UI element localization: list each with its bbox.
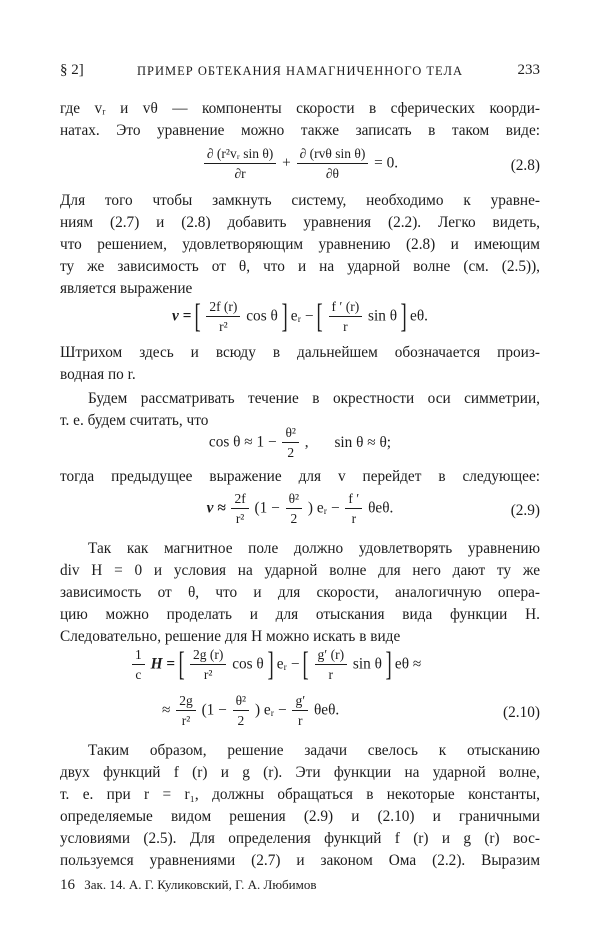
text-line: Так как магнитное поле должно удовлетворять уравнению [88, 540, 540, 557]
fraction: $\frac{1}{c}$ [132, 646, 145, 683]
text-line: Будем рассматривать течение в окрестности оси симметрии, [88, 390, 540, 407]
page-number: 233 [517, 62, 540, 78]
text-line: зависимость от θ, что и для скорости, аналогичную опера- [60, 584, 540, 601]
equation-approximation: cos θ ≈ 1 − $\frac{\text{θ²}}{2}$ , sin θ ≈ θ; [208, 425, 392, 460]
text-line: т. е. будем считать, что [60, 412, 209, 429]
text-line: Таким образом, решение задачи свелось к отысканию [88, 742, 540, 759]
text-line: Следовательно, решение для H можно искать в виде [60, 628, 401, 645]
text-line: Для того чтобы замкнуть систему, необходимо к уравне- [60, 192, 540, 209]
fraction: $\frac{2f (r)}{\text{r²}}$ [206, 298, 240, 335]
text-line: определяемые видом решения (2.9) и (2.10) и граничными [60, 808, 540, 825]
running-header [60, 62, 540, 84]
equation-number: (2.9) [510, 502, 540, 519]
fraction: $\frac{2f}{\text{r²}}$ [231, 490, 248, 527]
equation-2-10-line-2: ≈ $\frac{2g}{\text{r²}}$ (1 − $\frac{\text{θ²}}{2}$ ) eᵣ − $\frac{g'}{r}$ θeθ. (2.10) [162, 693, 540, 728]
text-line: т. е. при r = r₁, должны обращаться в некоторые константы, [60, 786, 540, 803]
text-line: водная по r. [60, 366, 136, 383]
text-line: ниям (2.7) и (2.8) добавить уравнения (2.2). Легко видеть, [60, 214, 540, 231]
fraction: $\frac{\text{θ²}}{2}$ [233, 692, 250, 729]
fraction: $\frac{2g (r)}{\text{r²}}$ [190, 646, 226, 683]
equation-2-10-line-1: $\frac{1}{c}$ H = [ $\frac{2g (r)}{\text{r²}}$ cos θ ] eᵣ − [ $\frac{g' (r)}{r}$ sin θ ] eθ ≈ [60, 646, 540, 690]
signature-text: Зак. 14. А. Г. Куликовский, Г. А. Любимов [84, 877, 317, 892]
equation-2-8: $\frac{\text{∂ (r²vᵣ sin θ)}}{\partial r}$ + ∂ (rvθ sin θ) ∂θ = 0. (2.8) [60, 145, 540, 189]
text-line: где vᵣ и vθ — компоненты скорости в сферических коорди- [60, 100, 540, 117]
fraction: $\frac{g' (r)}{r}$ [315, 646, 348, 683]
equation-2-9: v ≈ $\frac{2f}{\text{r²}}$ (1 − $\frac{\text{θ²}}{2}$ ) eᵣ − $\frac{f '}{r}$ θeθ. (2.9) [206, 491, 540, 526]
fraction: $\frac{\text{∂ (r²vᵣ sin θ)}}{\partial r}$ [204, 145, 276, 182]
fraction: $\frac{\text{θ²}}{2}$ [282, 424, 299, 461]
equation-velocity: v = [ $\frac{2f (r)}{\text{r²}}$ cos θ ] eᵣ − [ $\frac{f ' (r)}{r}$ sin θ ] eθ. [171, 297, 428, 335]
running-title: ПРИМЕР ОБТЕКАНИЯ НАМАГНИЧЕННОГО ТЕЛА [136, 64, 464, 78]
fraction: $\frac{2g}{\text{r²}}$ [176, 692, 196, 729]
fraction: $\frac{g'}{r}$ [292, 692, 308, 729]
text-line: тогда предыдущее выражение для v перейдет в следующее: [60, 468, 540, 485]
printer-signature [60, 877, 540, 894]
text-line: условиями (2.5). Для определения функций f (r) и g (r) вос- [60, 830, 540, 847]
text-line: натах. Это уравнение можно также записать в таком виде: [60, 122, 540, 139]
fraction: $\frac{\text{θ²}}{2}$ [286, 490, 303, 527]
signature-number: 16 [60, 877, 75, 893]
equation-number: (2.8) [510, 157, 540, 174]
equation-number: (2.10) [503, 704, 540, 721]
section-marker: § 2] [60, 62, 84, 78]
fraction: ∂ (rvθ sin θ) ∂θ [297, 145, 369, 182]
text-line: Штрихом здесь и всюду в дальнейшем обозначается произ- [60, 344, 540, 361]
text-line: является выражение [60, 280, 193, 297]
text-line: что решением, удовлетворяющим уравнению (2.8) и имеющим [60, 236, 540, 253]
text-line: ту же зависимость от θ, что и на ударной волне (см. (2.5)), [60, 258, 540, 275]
text-line: пользуемся уравнениями (2.7) и законом Ома (2.2). Выразим [60, 852, 540, 869]
text-line: двух функций f (r) и g (r). Эти функции на ударной волне, [60, 764, 540, 781]
fraction: $\frac{f '}{r}$ [345, 490, 362, 527]
text-line: цию можно проделать и для отыскания вида функции H. [60, 606, 540, 623]
text-line: div H = 0 и условия на ударной волне для него дают ту же [60, 562, 540, 579]
fraction: $\frac{f ' (r)}{r}$ [329, 298, 363, 335]
